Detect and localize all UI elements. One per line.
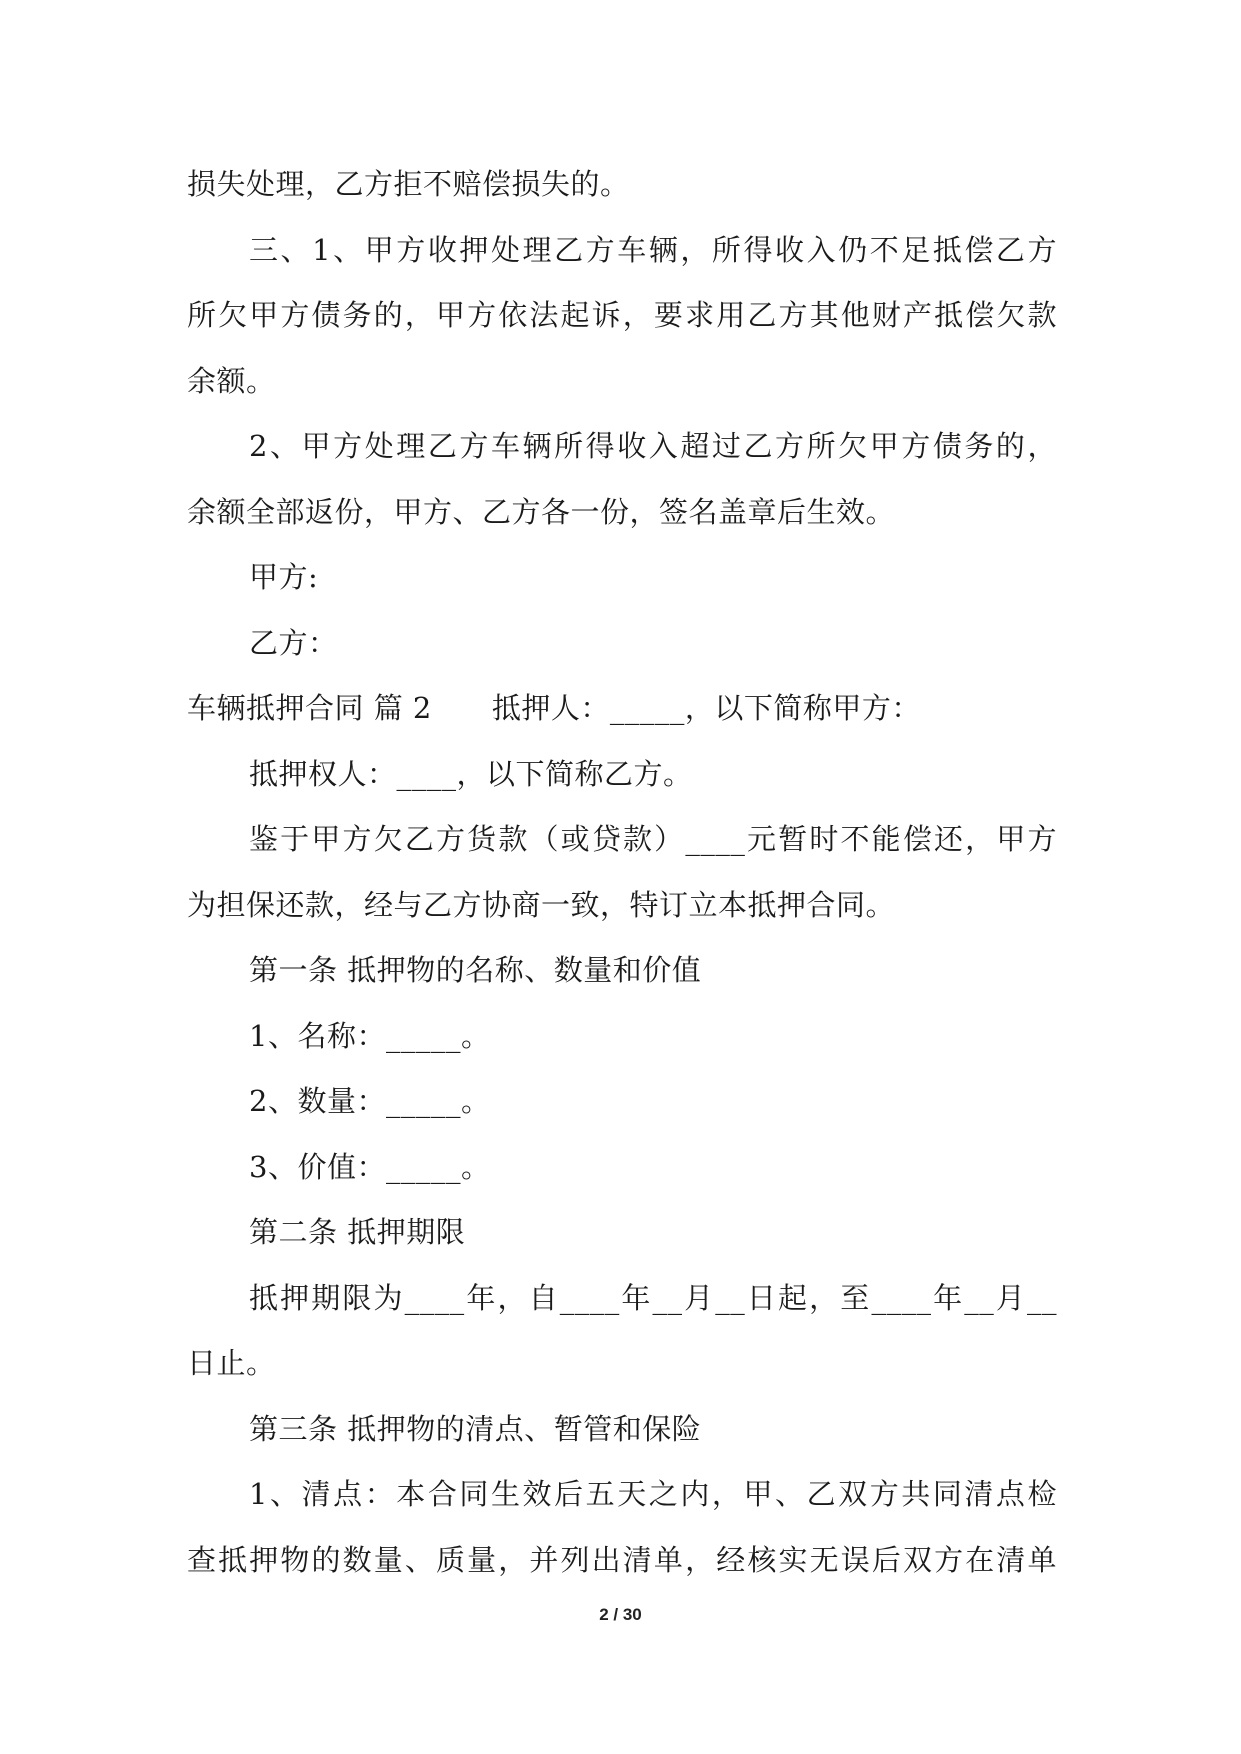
list-item: 1、名称：_____。: [249, 1018, 491, 1053]
article-heading: 第二条 抵押期限: [249, 1215, 466, 1249]
paragraph-line: 为担保还款，经与乙方协商一致，特订立本抵押合同。: [187, 887, 896, 922]
paragraph-line: 损失处理，乙方拒不赔偿损失的。: [187, 167, 630, 201]
paragraph-line: 余额全部返份，甲方、乙方各一份，签名盖章后生效。: [187, 494, 896, 529]
paragraph-line: 抵押权人：____，以下简称乙方。: [249, 756, 693, 791]
list-item: 2、数量：_____。: [249, 1084, 491, 1118]
paragraph-line: 抵押期限为____年，自____年__月__日起，至____年__月__: [249, 1280, 1057, 1315]
paragraph-line: 日止。: [187, 1346, 276, 1380]
signature-party-b: 乙方：: [249, 625, 338, 660]
list-item: 3、价值：_____。: [249, 1149, 491, 1184]
article-heading: 第三条 抵押物的清点、暂管和保险: [249, 1411, 702, 1446]
page-number: 2 / 30: [599, 1605, 642, 1624]
paragraph-line: 余额。: [187, 363, 276, 398]
document-body: [187, 152, 1057, 1593]
paragraph-line: 查抵押物的数量、质量，并列出清单，经核实无误后双方在清单: [187, 1542, 1057, 1577]
section-heading-line: [187, 676, 1057, 742]
paragraph-line: 所欠甲方债务的，甲方依法起诉，要求用乙方其他财产抵偿欠款: [187, 298, 1057, 332]
section-title: 车辆抵押合同 篇 2: [187, 691, 432, 725]
signature-party-a: 甲方:: [249, 560, 319, 594]
article-heading: 第一条 抵押物的名称、数量和价值: [249, 953, 702, 987]
section-heading-text: 抵押人：_____，以下简称甲方：: [491, 691, 921, 725]
paragraph-line: 1、清点：本合同生效后五天之内，甲、乙双方共同清点检: [249, 1477, 1057, 1511]
paragraph-line: 2、甲方处理乙方车辆所得收入超过乙方所欠甲方债务的，: [249, 429, 1057, 463]
paragraph-line: 三、1、甲方收押处理乙方车辆，所得收入仍不足抵偿乙方: [249, 232, 1057, 267]
paragraph-line: 鉴于甲方欠乙方货款（或贷款）____元暂时不能偿还，甲方: [249, 822, 1057, 856]
